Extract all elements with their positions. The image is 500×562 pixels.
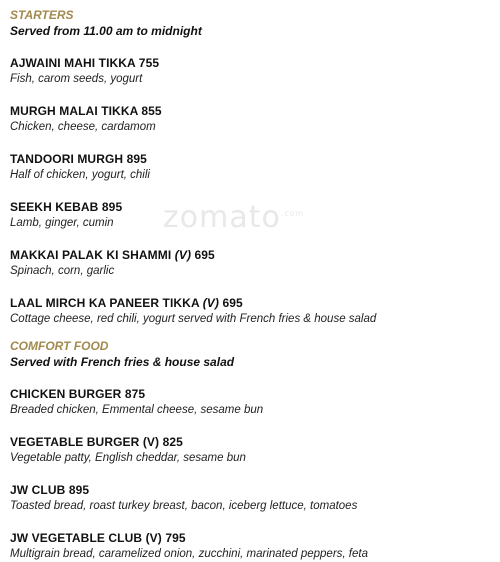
item-name: TANDOORI MURGH [10,152,124,166]
item-description: Breaded chicken, Emmental cheese, sesame bun [10,404,264,416]
item-name: MAKKAI PALAK KI SHAMMI [10,248,172,262]
item-name-line [10,483,490,498]
item-price: 695 [194,248,215,262]
menu-item [10,56,490,87]
menu-item [10,104,490,135]
item-price: 755 [138,56,160,70]
menu-item [10,200,490,231]
menu-item [10,152,490,183]
menu-item [10,296,490,327]
menu-item [10,435,490,466]
item-name-line [10,296,490,311]
item-price: 895 [126,152,147,166]
item-name: JW CLUB [10,483,66,497]
item-name-line [10,531,490,546]
item-name-line [10,104,490,119]
watermark-text: zomato [163,200,281,235]
item-price: 855 [141,104,162,118]
item-name: AJWAINI MAHI TIKKA [10,56,136,70]
watermark-suffix: .com [280,209,305,218]
item-description: Vegetable patty, English cheddar, sesame bun [10,452,246,464]
item-description: Chicken, cheese, cardamom [10,121,156,133]
item-description: Lamb, ginger, cumin [10,217,114,229]
menu-item [10,483,490,514]
item-price: 875 [124,387,146,401]
item-name-line [10,435,490,450]
item-description: Fish, carom seeds, yogurt [10,73,143,85]
menu-item [10,387,490,418]
menu [10,8,490,562]
item-description: Spinach, corn, garlic [10,265,115,277]
veg-marker: (V) [202,296,219,310]
item-name-line [10,56,490,71]
item-price: 825 [162,435,183,449]
section-subtitle: Served with French fries & house salad [10,355,235,369]
item-name: LAAL MIRCH KA PANEER TIKKA [10,296,200,310]
section-title: COMFORT FOOD [10,339,109,353]
item-name: MURGH MALAI TIKKA [10,104,138,118]
section-title: STARTERS [10,8,74,22]
item-description: Multigrain bread, caramelized onion, zucchini, marinated peppers, feta [10,548,368,560]
item-price: 895 [68,483,90,497]
item-description: Toasted bread, roast turkey breast, bacon, iceberg lettuce, tomatoes [10,500,358,512]
item-name: SEEKH KEBAB [10,200,99,214]
section-comfort-food [10,339,490,562]
item-name: CHICKEN BURGER [10,387,122,401]
item-price: 695 [222,296,243,310]
menu-item [10,531,490,562]
item-description: Cottage cheese, red chili, yogurt served with French fries & house salad [10,313,377,325]
item-price: 795 [165,531,186,545]
item-name: JW VEGETABLE CLUB (V) [10,531,162,545]
item-name: VEGETABLE BURGER (V) [10,435,160,449]
item-description: Half of chicken, yogurt, chili [10,169,150,181]
section-starters [10,8,490,327]
menu-item [10,248,490,279]
section-subtitle: Served from 11.00 am to midnight [10,24,202,38]
veg-marker: (V) [174,248,192,262]
item-price: 895 [101,200,123,214]
item-name-line [10,200,490,215]
item-name-line [10,248,490,263]
item-name-line [10,152,490,167]
item-name-line [10,387,490,402]
